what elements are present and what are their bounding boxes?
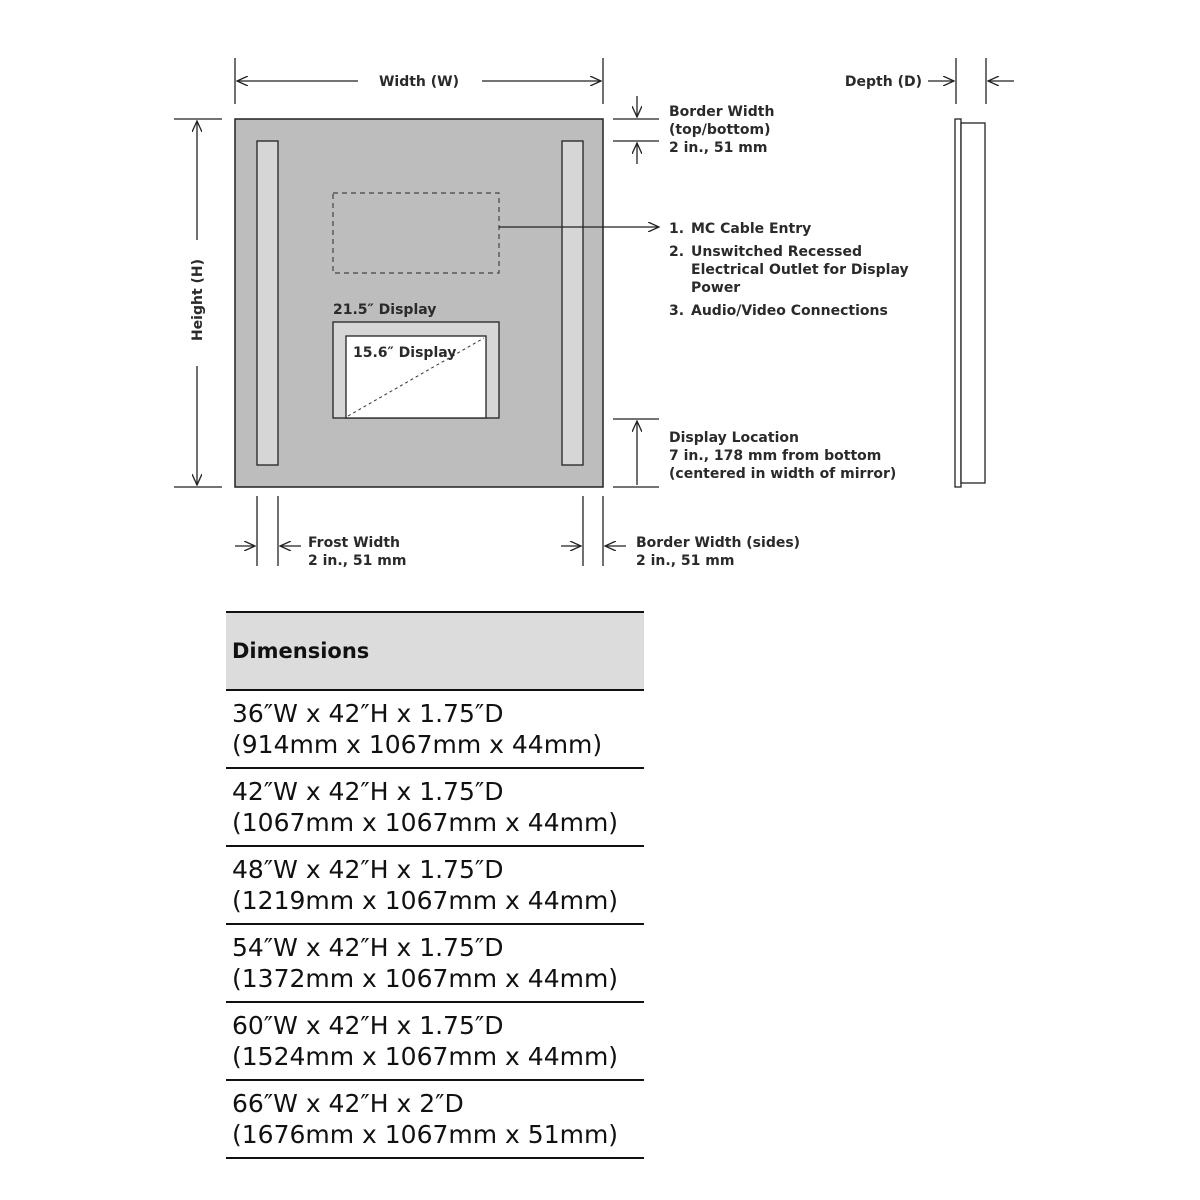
table-row (226, 846, 644, 924)
imperial-size: 36″W x 42″H x 1.75″D (232, 699, 504, 728)
table-header: Dimensions (226, 612, 644, 690)
connection-2-num: 2. (669, 244, 685, 260)
height-label: Height (H) (190, 258, 206, 342)
metric-size: (1372mm x 1067mm x 44mm) (232, 964, 619, 993)
table-row (226, 768, 644, 846)
display-21-label: 21.5″ Display (333, 302, 437, 318)
metric-size: (1524mm x 1067mm x 44mm) (232, 1042, 619, 1071)
connection-2-text-2: Electrical Outlet for Display (691, 262, 909, 278)
connection-3-num: 3. (669, 303, 685, 319)
metric-size: (1067mm x 1067mm x 44mm) (232, 808, 619, 837)
width-dimension (235, 58, 603, 104)
border-top-line-3: 2 in., 51 mm (669, 140, 768, 156)
border-top-line-1: Border Width (669, 104, 775, 120)
border-sides-line-2: 2 in., 51 mm (636, 553, 735, 569)
table-row (226, 690, 644, 768)
frost-strip-right (562, 141, 583, 465)
frost-width-line-1: Frost Width (308, 535, 401, 551)
border-top-line-2: (top/bottom) (669, 122, 771, 138)
display-15-label: 15.6″ Display (353, 345, 457, 361)
depth-label: Depth (D) (844, 74, 922, 90)
mirror-front-view (235, 119, 603, 487)
connection-2-text-1: Unswitched Recessed (691, 244, 863, 260)
connection-1-num: 1. (669, 221, 685, 237)
display-location-line-2: 7 in., 178 mm from bottom (669, 448, 882, 464)
depth-dimension (845, 58, 1014, 104)
display-location-line-1: Display Location (669, 430, 799, 446)
height-dimension (174, 119, 222, 487)
dimensions-table (226, 611, 644, 1159)
frost-strip-left (257, 141, 278, 465)
connection-1-text: MC Cable Entry (691, 221, 812, 237)
imperial-size: 42″W x 42″H x 1.75″D (232, 777, 504, 806)
imperial-size: 48″W x 42″H x 1.75″D (232, 855, 504, 884)
connection-3-text: Audio/Video Connections (691, 303, 888, 319)
metric-size: (914mm x 1067mm x 44mm) (232, 730, 603, 759)
display-location-dimension (613, 419, 896, 487)
border-sides-line-1: Border Width (sides) (636, 535, 801, 551)
imperial-size: 66″W x 42″H x 2″D (232, 1089, 464, 1118)
table-row (226, 1002, 644, 1080)
connection-2-text-3: Power (691, 280, 741, 296)
frost-width-line-2: 2 in., 51 mm (308, 553, 407, 569)
table-header-row (226, 612, 644, 690)
imperial-size: 60″W x 42″H x 1.75″D (232, 1011, 504, 1040)
width-label: Width (W) (378, 74, 460, 90)
table-row (226, 1080, 644, 1158)
border-sides-dimension (561, 496, 800, 569)
table-row (226, 924, 644, 1002)
metric-size: (1676mm x 1067mm x 51mm) (232, 1120, 619, 1149)
frost-width-dimension (235, 496, 406, 569)
metric-size: (1219mm x 1067mm x 44mm) (232, 886, 619, 915)
border-top-dimension (613, 96, 774, 164)
imperial-size: 54″W x 42″H x 1.75″D (232, 933, 504, 962)
display-location-line-3: (centered in width of mirror) (669, 466, 897, 482)
mirror-side-view (955, 119, 985, 487)
